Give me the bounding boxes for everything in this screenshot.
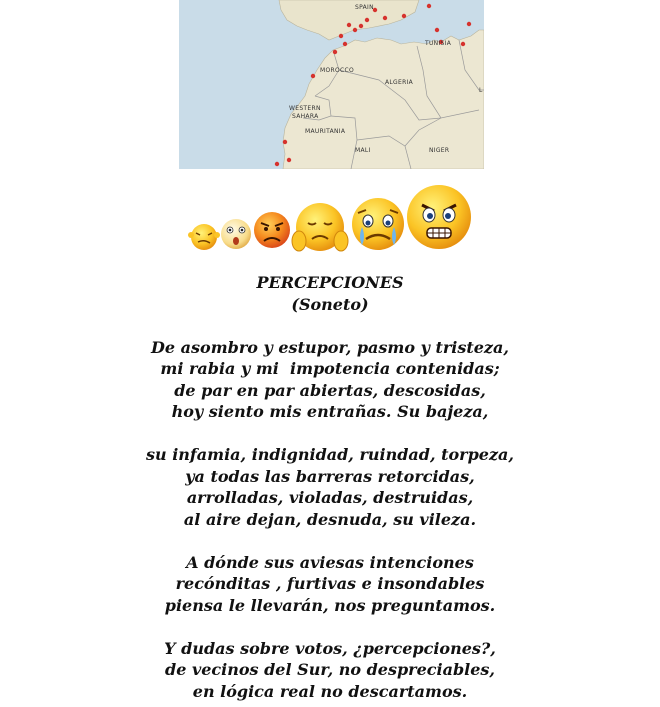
poem-line: recónditas , furtivas e insondables (175, 574, 485, 593)
emoji-row (186, 183, 476, 253)
poem-line: al aire dejan, desnuda, su vileza. (183, 509, 477, 529)
stanza-2 (0, 444, 660, 530)
confused-face-icon (188, 224, 220, 250)
sad-hands-face-icon (292, 203, 348, 251)
poem-line: A dónde sus aviesas intenciones (186, 552, 474, 572)
stanza-4 (0, 638, 660, 703)
poem-line: mi rabia y mi impotencia contenidas; (160, 359, 500, 378)
north-africa-map (179, 0, 484, 169)
map-label-niger: NIGER (429, 147, 450, 154)
stanza-3 (0, 552, 660, 617)
poem-line: De asombro y estupor, pasmo y tristeza, (151, 337, 509, 357)
surprised-face-icon (221, 219, 251, 249)
furious-face-icon (407, 185, 471, 249)
poem-line: ya todas las barreras retorcidas, (185, 466, 475, 486)
poem-subtitle: (Soneto) (291, 294, 369, 314)
poem (0, 272, 660, 702)
poem-line: arrolladas, violadas, destruidas, (186, 488, 474, 507)
poem-line: piensa le llevarán, nos preguntamos. (164, 595, 496, 615)
map-label-tunisia: TUNISIA (425, 40, 452, 47)
poem-line: de par en par abiertas, descosidas, (174, 380, 486, 400)
poem-line: de vecinos del Sur, no despreciables, (165, 660, 495, 679)
map-label-morocco: MOROCCO (320, 67, 354, 74)
poem-line: en lógica real no descartamos. (192, 681, 468, 701)
map-label-western: WESTERN (289, 105, 321, 112)
map-label-spain: SPAIN (355, 4, 374, 11)
angry-face-icon (254, 212, 290, 248)
map-label-sahara: SAHARA (292, 113, 319, 120)
poem-title: PERCEPCIONES (256, 273, 404, 292)
map-label-mauritania: MAURITANIA (305, 128, 346, 135)
poem-line: su infamia, indignidad, ruindad, torpeza, (146, 445, 514, 464)
map-label-mali: MALI (355, 147, 371, 154)
crying-face-icon (352, 198, 404, 250)
map-label-libya: L (479, 87, 483, 94)
poem-line: Y dudas sobre votos, ¿percepciones?, (164, 638, 496, 658)
map-label-algeria: ALGERIA (385, 79, 414, 86)
poem-line: hoy siento mis entrañas. Su bajeza, (171, 402, 489, 421)
stanza-1 (0, 337, 660, 423)
